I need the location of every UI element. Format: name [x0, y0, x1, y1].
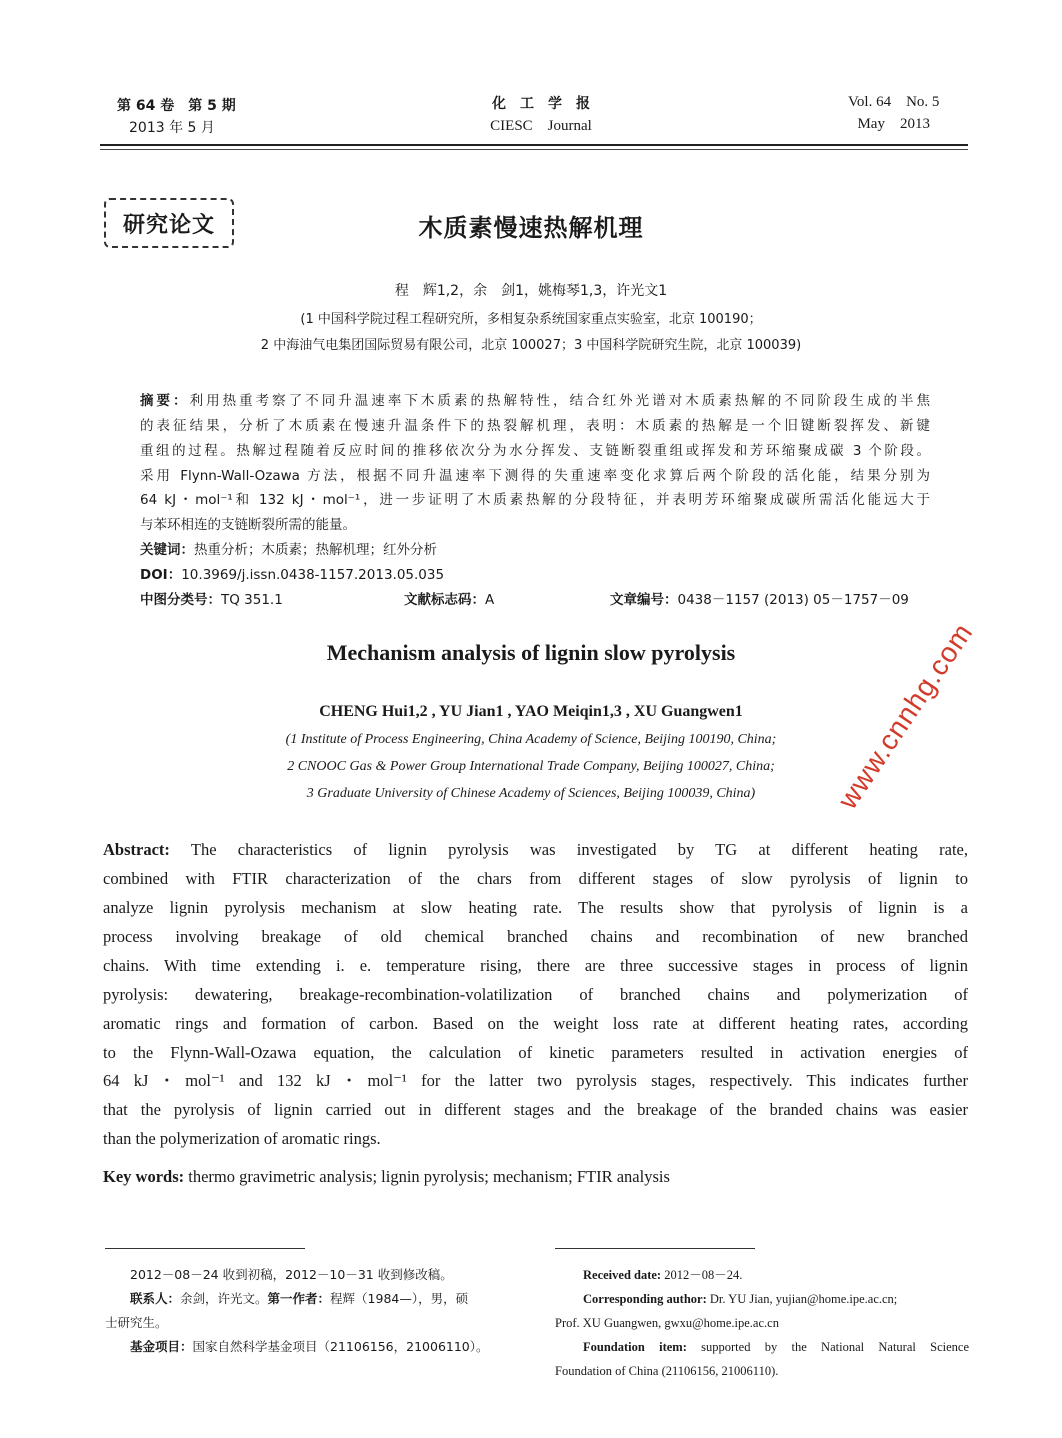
text: supported by the National Natural Science: [686, 1340, 969, 1354]
en-abstract-line: aromatic rings and formation of carbon. Based on the weight loss rate at different heating rates, according: [103, 1014, 968, 1033]
corresponding-author: [583, 1287, 897, 1311]
corresponding-author-cont: Prof. XU Guangwen, gwxu@home.ipe.ac.cn: [555, 1316, 779, 1330]
text: 余剑，许光文。: [180, 1291, 268, 1306]
classification: [140, 588, 283, 613]
text: thermo gravimetric analysis; lignin pyrolysis; mechanism; FTIR analysis: [188, 1167, 670, 1186]
cn-keywords: [140, 538, 930, 563]
cn-authors: 程 辉1,2，余 剑1，姚梅琴1,3，许光文1: [394, 283, 668, 299]
text: 0438－1157 (2013) 05－1757－09: [677, 592, 909, 608]
received-cn: 2012－08－24 收到初稿，2012－10－31 收到修改稿。: [130, 1267, 453, 1282]
text: 国家自然科学基金项目（21106156，21006110）。: [192, 1339, 489, 1354]
en-affiliation-2: 2 CNOOC Gas & Power Group International Trade Company, Beijing 100027, China;: [287, 759, 775, 774]
cn-abstract-line: 重组的过程。热解过程随着反应时间的推移依次分为水分挥发、支链断裂重组或挥发和芳环缩聚成碳 3 个阶段。: [140, 443, 930, 459]
en-abstract-line: pyrolysis: dewatering, breakage-recombination-volatilization of branched chains and polymerization of: [103, 985, 968, 1004]
doi: [140, 563, 930, 588]
first-author-cont: 士研究生。: [105, 1315, 168, 1330]
label: Foundation item:: [583, 1340, 687, 1354]
text: 程辉（1984—），男，硕: [330, 1291, 469, 1306]
foundation-item-cont: Foundation of China (21106156, 21006110).: [555, 1364, 779, 1378]
foundation-item: [583, 1335, 969, 1359]
volume-info-en: [848, 91, 939, 135]
label: 基金项目：: [130, 1339, 193, 1354]
label: Corresponding author:: [583, 1292, 707, 1306]
cn-title: 木质素慢速热解机理: [418, 214, 644, 242]
header-rule: [100, 144, 968, 146]
en-abstract-line: than the polymerization of aromatic rings.: [103, 1129, 381, 1148]
en-abstract-line: that the pyrolysis of lignin carried out in different stages and the breakage of the branded chains was easier: [103, 1100, 968, 1119]
cn-abstract-line: [140, 389, 930, 414]
en-abstract-line: [103, 835, 968, 864]
issue-info: [117, 95, 236, 139]
en-authors: CHENG Hui1,2 , YU Jian1 , YAO Meiqin1,3 , XU Guangwen1: [319, 703, 743, 720]
en-abstract-label: Abstract:: [103, 840, 170, 859]
text: 2012－08－24.: [661, 1268, 743, 1282]
text: The characteristics of lignin pyrolysis was investigated by TG at different heating rate,: [190, 840, 968, 859]
text: 热重分析；木质素；热解机理；红外分析: [194, 542, 437, 558]
received-en: [583, 1263, 742, 1287]
text: Dr. YU Jian, yujian@home.ipe.ac.cn;: [706, 1292, 898, 1306]
section-badge: 研究论文: [104, 198, 234, 248]
en-abstract-line: process involving breakage of old chemical branched chains and recombination of new branched: [103, 927, 968, 946]
journal-name-en: CIESC Journal: [490, 118, 592, 134]
journal-name-cn: 化 工 学 报: [492, 96, 590, 112]
en-abstract-line: combined with FTIR characterization of the chars from different stages of slow pyrolysis of lignin to: [103, 869, 968, 888]
en-title: Mechanism analysis of lignin slow pyrolysis: [326, 640, 736, 665]
article-number: [610, 588, 909, 613]
cn-abstract-label: 摘要：: [140, 393, 190, 409]
cn-affiliation-2: 2 中海油气电集团国际贸易有限公司，北京 100027；3 中国科学院研究生院，北京 100039): [260, 338, 802, 353]
en-affiliation-1: (1 Institute of Process Engineering, China Academy of Science, Beijing 100190, China;: [285, 732, 777, 747]
watermark: www.cnnhg.com: [831, 617, 979, 815]
label: 关键词：: [140, 542, 194, 558]
label: 文献标志码：: [404, 592, 485, 608]
journal-name: [431, 93, 651, 137]
document-code: [404, 588, 494, 613]
cn-affiliation-1: (1 中国科学院过程工程研究所，多相复杂系统国家重点实验室，北京 100190；: [300, 312, 762, 327]
label: Received date:: [583, 1268, 662, 1282]
volume-issue-cn: 第 64 卷 第 5 期: [117, 98, 236, 114]
cn-abstract-line: 采用 Flynn-Wall-Ozawa 方法，根据不同升温速率下测得的失重速率变化求算后两个阶段的活化能，结果分别为: [140, 468, 930, 484]
en-keywords: [103, 1162, 968, 1191]
date-en: May 2013: [857, 116, 930, 132]
text: A: [485, 592, 495, 608]
text: TQ 351.1: [221, 592, 283, 608]
text: 利用热重考察了不同升温速率下木质素的热解特性，结合红外光谱对木质素热解的不同阶段生成的半焦: [189, 393, 931, 409]
en-affiliation-3: 3 Graduate University of Chinese Academy of Sciences, Beijing 100039, China): [306, 786, 756, 801]
contact-cn: [130, 1287, 468, 1311]
doi-link[interactable]: 10.3969/j.issn.0438-1157.2013.05.035: [181, 567, 445, 583]
label: 第一作者：: [267, 1291, 331, 1306]
footnote-rule-left: [105, 1248, 305, 1249]
en-abstract-line: to the Flynn-Wall-Ozawa equation, the calculation of kinetic parameters resulted in activation energies of: [103, 1043, 968, 1062]
fund-cn: [130, 1335, 489, 1359]
volume-issue-en: Vol. 64 No. 5: [848, 94, 940, 110]
label: 文章编号：: [610, 592, 678, 608]
en-abstract-line: chains. With time extending i. e. temperature rising, there are three successive stages in process of lignin: [103, 956, 968, 975]
label: 联系人：: [130, 1291, 181, 1306]
cn-abstract-line: 的表征结果，分析了木质素在慢速升温条件下的热裂解机理，表明：木质素的热解是一个旧键断裂挥发、新键: [140, 418, 930, 434]
label: Key words:: [103, 1167, 185, 1186]
label: DOI：: [140, 567, 182, 583]
cn-abstract-line: 64 kJ・mol⁻¹和 132 kJ・mol⁻¹，进一步证明了木质素热解的分段特征，并表明芳环缩聚成碳所需活化能远大于: [140, 492, 930, 508]
footnote-rule-right: [555, 1248, 755, 1249]
cn-abstract-line: 与苯环相连的支链断裂所需的能量。: [140, 517, 356, 533]
date-cn: 2013 年 5 月: [129, 120, 215, 136]
label: 中图分类号：: [140, 592, 221, 608]
en-abstract-line: 64 kJ・mol⁻¹ and 132 kJ・mol⁻¹ for the latter two pyrolysis stages, respectively. This indicates further: [103, 1071, 968, 1090]
header-rule-thin: [100, 149, 968, 150]
en-abstract-line: analyze lignin pyrolysis mechanism at slow heating rate. The results show that pyrolysis of lignin is a: [103, 898, 968, 917]
